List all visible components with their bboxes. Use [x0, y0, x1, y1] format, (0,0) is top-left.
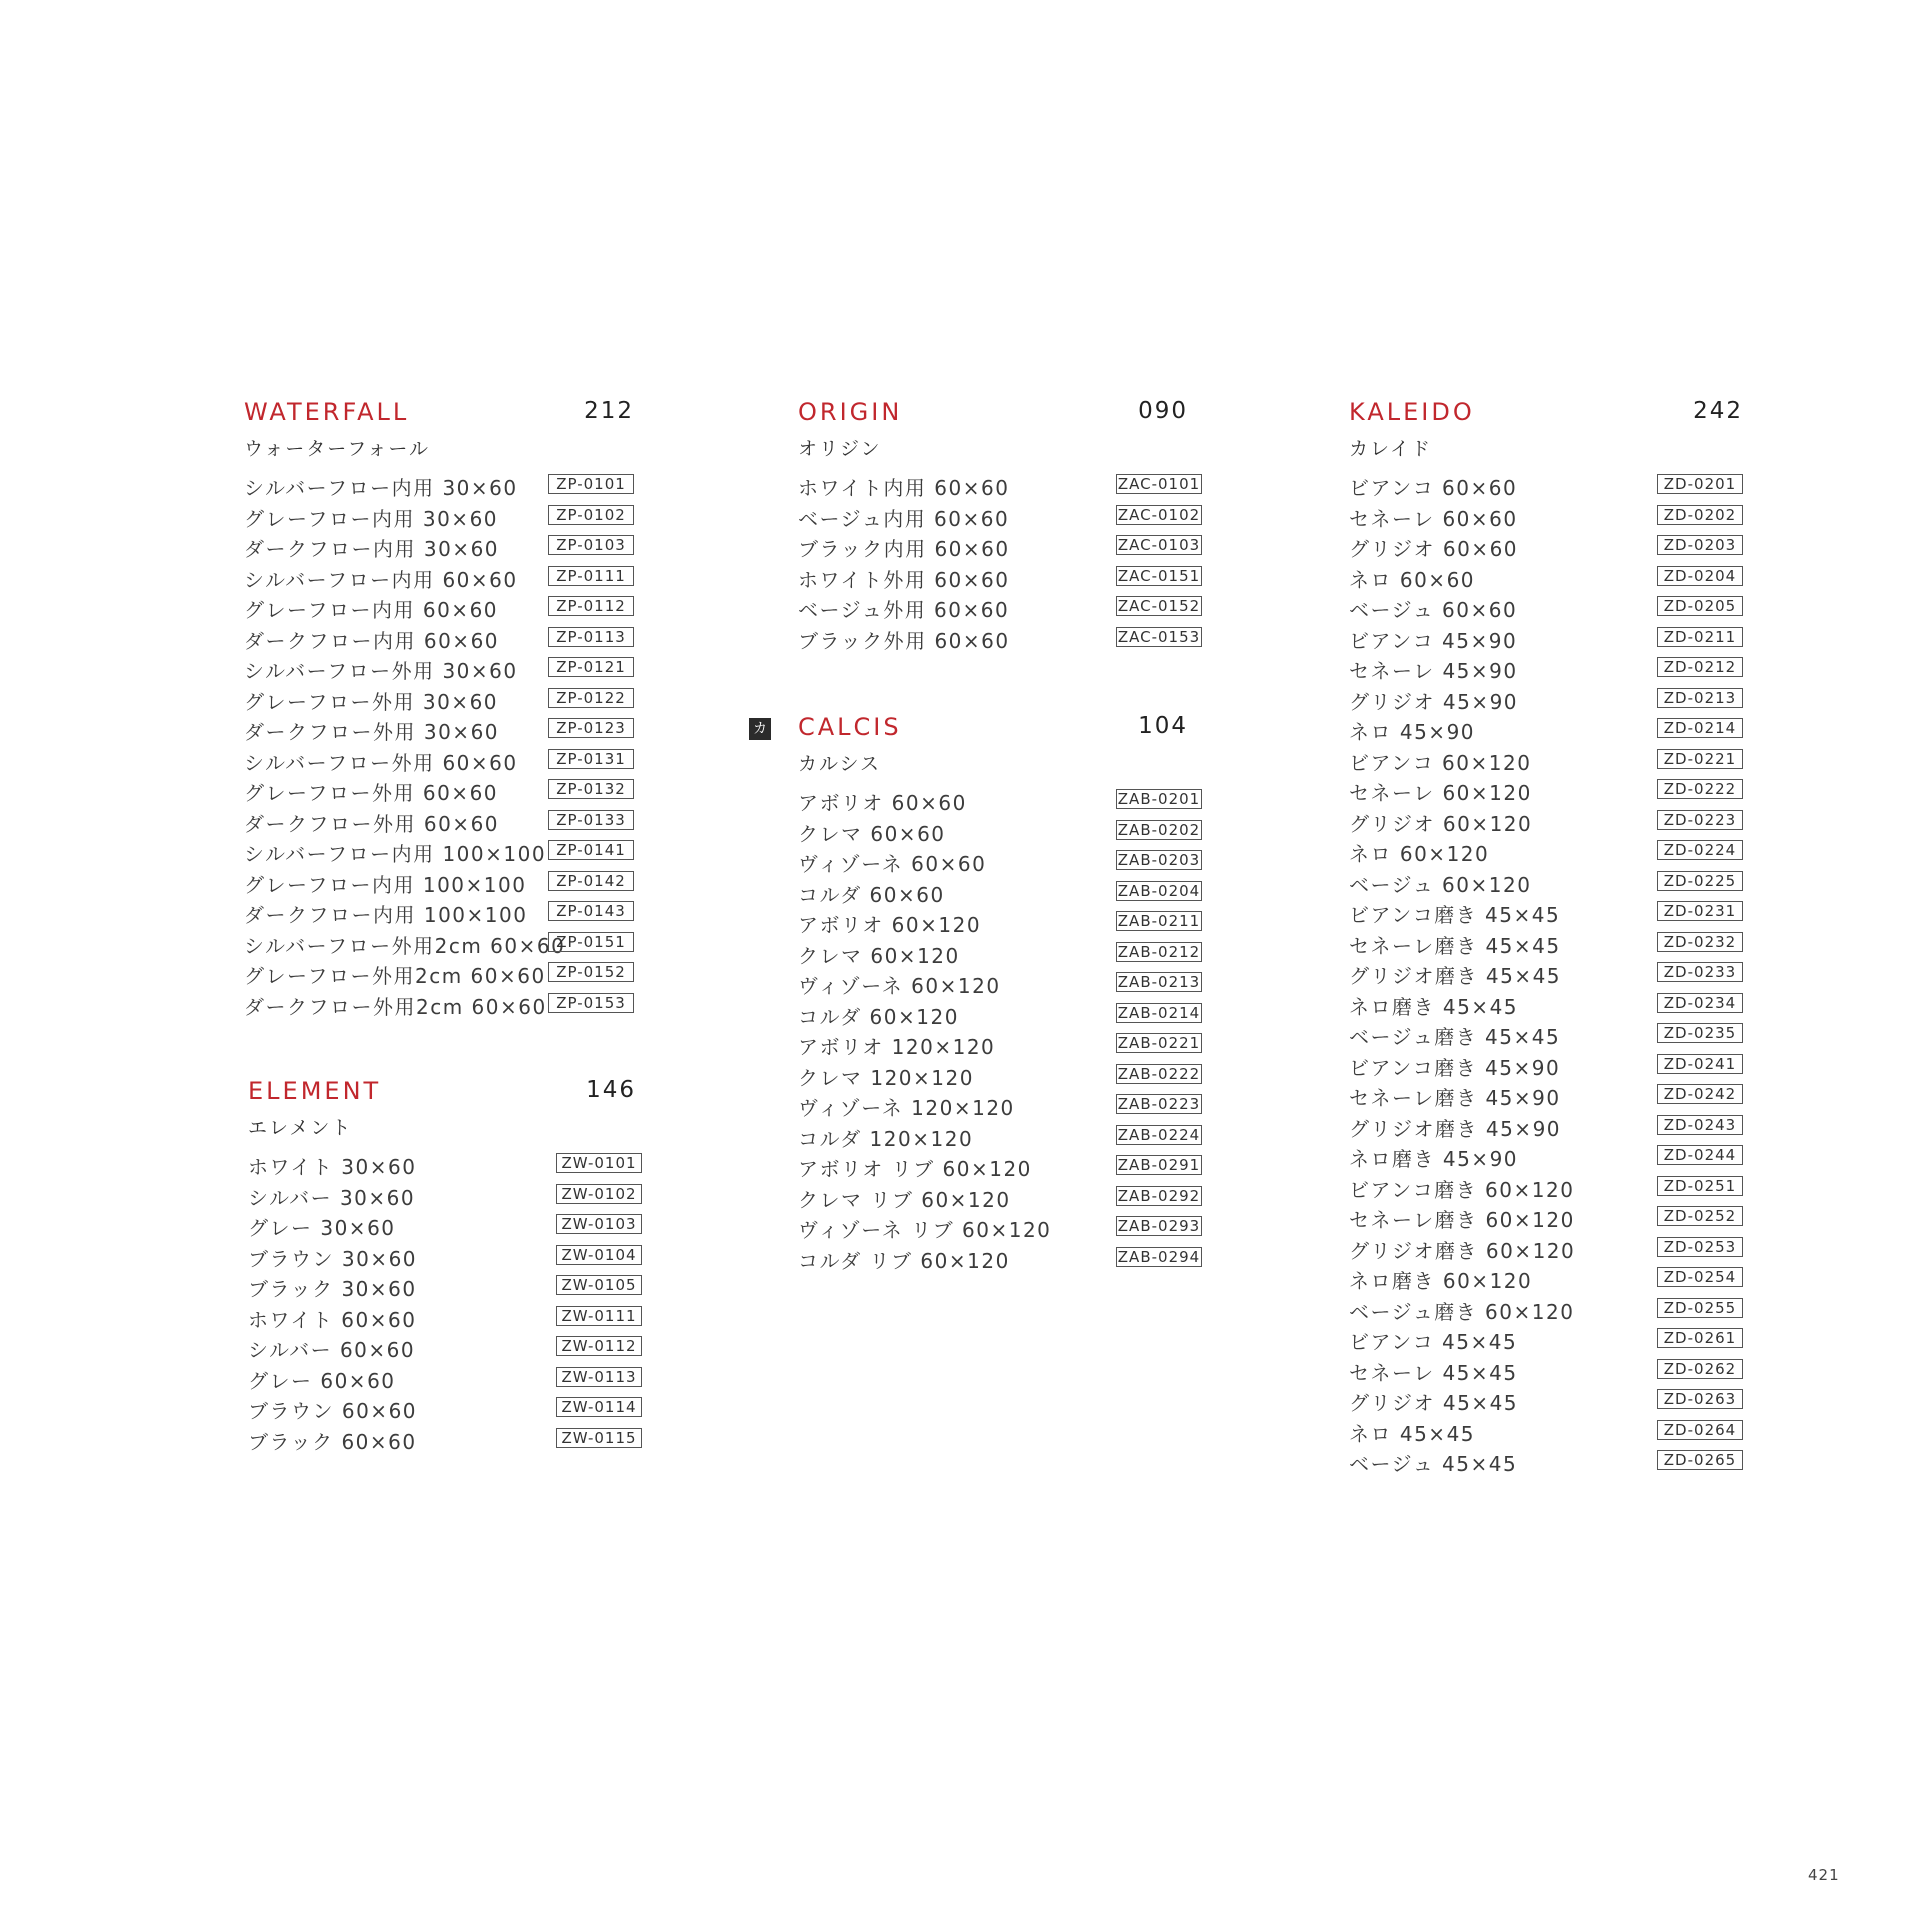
list-item	[244, 930, 634, 961]
list-item	[244, 808, 634, 839]
item-name: グリジオ 45×45	[1349, 1391, 1519, 1415]
item-code-badge: ZW-0114	[556, 1397, 642, 1417]
list-item	[1349, 808, 1743, 839]
list-item	[1349, 1052, 1743, 1083]
section-kana: オリジン	[798, 438, 882, 460]
list-item	[248, 1182, 642, 1213]
item-name: シルバーフロー内用 100×100	[244, 842, 547, 866]
item-name: グレー 60×60	[248, 1368, 396, 1393]
list-item	[244, 869, 634, 900]
item-name: グレー 30×60	[248, 1216, 396, 1240]
section-header	[798, 713, 1202, 745]
item-code-badge: ZD-0224	[1657, 840, 1743, 860]
item-name: ビアンコ 45×90	[1349, 628, 1518, 653]
item-name: ビアンコ磨き 45×45	[1349, 903, 1561, 927]
list-item	[244, 472, 634, 503]
item-name: アボリオ リブ 60×120	[798, 1157, 1032, 1181]
item-name: ビアンコ 45×45	[1349, 1330, 1518, 1354]
list-item	[248, 1273, 642, 1304]
list-item	[1349, 899, 1743, 930]
item-code-badge: ZAB-0292	[1117, 1186, 1201, 1205]
item-name: セネーレ磨き 45×45	[1349, 933, 1561, 958]
item-code-badge: ZAB-0224	[1117, 1125, 1201, 1144]
list-item	[1349, 1357, 1743, 1388]
list-item	[1349, 1235, 1743, 1266]
item-name: シルバー 60×60	[248, 1338, 416, 1362]
item-code-badge: ZP-0121	[548, 657, 634, 677]
item-code-badge: ZAB-0202	[1117, 820, 1201, 839]
list-item	[798, 1184, 1202, 1215]
item-name: ベージュ外用 60×60	[798, 598, 1010, 622]
item-name: ビアンコ磨き 45×90	[1349, 1055, 1561, 1080]
item-name: グレーフロー外用 30×60	[244, 689, 499, 714]
section-kana: カレイド	[1349, 438, 1433, 460]
section-title: KALEIDO	[1349, 398, 1475, 426]
item-list	[798, 472, 1202, 655]
list-item	[1349, 1387, 1743, 1418]
item-code-badge: ZD-0243	[1657, 1115, 1743, 1135]
item-code-badge: ZD-0221	[1657, 749, 1743, 769]
list-item	[1349, 777, 1743, 808]
item-name: クレマ リブ 60×120	[798, 1187, 1011, 1212]
item-code-badge: ZP-0113	[548, 627, 634, 647]
item-code-badge: ZW-0101	[556, 1153, 642, 1173]
section-header	[244, 398, 634, 430]
section-kana: カルシス	[798, 753, 881, 775]
item-code-badge: ZAC-0101	[1117, 475, 1201, 493]
item-code-badge: ZAC-0102	[1117, 505, 1201, 524]
item-name: ビアンコ磨き 60×120	[1349, 1177, 1575, 1202]
page-number: 421	[1808, 1866, 1840, 1884]
list-item	[248, 1304, 642, 1335]
item-name: クレマ 120×120	[798, 1065, 974, 1090]
section-kana: ウォーターフォール	[244, 438, 430, 460]
item-name: ネロ 45×90	[1349, 720, 1476, 744]
list-item	[244, 777, 634, 808]
item-code-badge: ZP-0132	[548, 779, 634, 799]
item-code-badge: ZD-0262	[1657, 1359, 1743, 1379]
list-item	[1349, 1174, 1743, 1205]
item-name: ネロ磨き 60×120	[1349, 1269, 1533, 1293]
item-code-badge: ZD-0253	[1657, 1237, 1743, 1257]
list-item	[1349, 1082, 1743, 1113]
item-name: シルバーフロー外用 60×60	[244, 750, 518, 775]
item-name: ホワイト 60×60	[248, 1307, 417, 1332]
item-code-badge: ZP-0131	[548, 749, 634, 769]
list-item	[248, 1243, 642, 1274]
item-code-badge: ZD-0222	[1657, 779, 1743, 799]
list-item	[1349, 625, 1743, 656]
list-item	[244, 838, 634, 869]
section-page-ref: 212	[584, 398, 634, 424]
item-name: ベージュ内用 60×60	[798, 506, 1010, 531]
list-item	[248, 1151, 642, 1182]
item-name: ネロ磨き 45×45	[1349, 994, 1519, 1019]
list-item	[798, 1001, 1202, 1032]
list-item	[1349, 1418, 1743, 1449]
item-code-badge: ZP-0151	[548, 932, 634, 952]
item-code-badge: ZP-0143	[548, 901, 634, 921]
item-code-badge: ZD-0225	[1657, 871, 1743, 891]
item-code-badge: ZD-0254	[1657, 1267, 1743, 1287]
list-item	[248, 1426, 642, 1457]
item-list	[1349, 472, 1743, 1479]
item-name: ベージュ 60×120	[1349, 872, 1532, 897]
item-name: グリジオ磨き 45×45	[1349, 964, 1562, 988]
item-code-badge: ZP-0103	[548, 535, 634, 555]
item-code-badge: ZW-0111	[556, 1306, 642, 1326]
item-name: グリジオ磨き 60×120	[1349, 1238, 1576, 1263]
list-item	[1349, 869, 1743, 900]
list-item	[1349, 533, 1743, 564]
item-name: ダークフロー外用 60×60	[244, 811, 500, 836]
item-code-badge: ZP-0142	[548, 871, 634, 891]
item-code-badge: ZD-0255	[1657, 1298, 1743, 1318]
item-name: グレーフロー内用 60×60	[244, 598, 499, 622]
item-name: ヴィゾーネ リブ 60×120	[798, 1218, 1052, 1242]
index-tab: カ	[749, 718, 771, 740]
item-code-badge: ZP-0141	[548, 840, 634, 860]
list-item	[798, 879, 1202, 910]
list-item	[798, 787, 1202, 818]
item-code-badge: ZAB-0291	[1117, 1156, 1201, 1174]
list-item	[244, 533, 634, 564]
item-code-badge: ZD-0265	[1657, 1450, 1743, 1470]
item-code-badge: ZP-0101	[548, 474, 634, 494]
list-item	[1349, 1265, 1743, 1296]
list-item	[244, 686, 634, 717]
list-item	[1349, 594, 1743, 625]
item-code-badge: ZD-0234	[1657, 993, 1743, 1013]
list-item	[798, 472, 1202, 503]
list-item	[798, 1062, 1202, 1093]
list-item	[798, 909, 1202, 940]
item-code-badge: ZD-0212	[1657, 657, 1743, 677]
item-name: ヴィゾーネ 60×60	[798, 852, 987, 876]
item-code-badge: ZAC-0103	[1117, 536, 1201, 554]
item-name: グレーフロー内用 100×100	[244, 872, 527, 897]
item-name: セネーレ 45×45	[1349, 1360, 1518, 1385]
item-code-badge: ZP-0133	[548, 810, 634, 830]
list-item	[1349, 686, 1743, 717]
list-item	[244, 625, 634, 656]
item-code-badge: ZD-0261	[1657, 1328, 1743, 1348]
list-item	[798, 970, 1202, 1001]
item-code-badge: ZP-0122	[548, 688, 634, 708]
item-name: コルダ 120×120	[798, 1126, 974, 1151]
item-code-badge: ZD-0214	[1657, 718, 1743, 738]
item-name: セネーレ磨き 45×90	[1349, 1086, 1561, 1110]
item-name: セネーレ磨き 60×120	[1349, 1208, 1575, 1232]
item-code-badge: ZAC-0151	[1117, 566, 1201, 585]
list-item	[1349, 564, 1743, 595]
item-code-badge: ZAB-0294	[1117, 1247, 1201, 1266]
list-item	[1349, 1143, 1743, 1174]
item-name: コルダ 60×120	[798, 1004, 959, 1029]
item-code-badge: ZW-0105	[556, 1275, 642, 1295]
list-item	[248, 1365, 642, 1396]
list-item	[244, 991, 634, 1022]
section-waterfall	[244, 398, 634, 1021]
list-item	[798, 1245, 1202, 1276]
item-list	[798, 787, 1202, 1275]
item-name: ベージュ 60×60	[1349, 598, 1518, 622]
section-title: ORIGIN	[798, 398, 903, 426]
item-name: シルバーフロー内用 60×60	[244, 567, 518, 592]
item-name: ヴィゾーネ 120×120	[798, 1096, 1015, 1120]
item-name: グリジオ 60×120	[1349, 811, 1533, 836]
item-code-badge: ZAB-0223	[1117, 1095, 1201, 1113]
item-code-badge: ZAB-0221	[1117, 1034, 1201, 1052]
list-item	[1349, 1296, 1743, 1327]
list-item	[798, 564, 1202, 595]
list-item	[798, 594, 1202, 625]
list-item	[1349, 838, 1743, 869]
item-name: ネロ 60×120	[1349, 842, 1490, 866]
list-item	[244, 655, 634, 686]
item-code-badge: ZAB-0222	[1117, 1064, 1201, 1083]
item-code-badge: ZD-0231	[1657, 901, 1743, 921]
section-page-ref: 104	[1138, 713, 1188, 739]
item-code-badge: ZD-0204	[1657, 566, 1743, 586]
section-title: WATERFALL	[244, 398, 410, 426]
item-name: ダークフロー外用2cm 60×60	[244, 994, 547, 1019]
item-name: ネロ 45×45	[1349, 1421, 1476, 1446]
list-item	[1349, 655, 1743, 686]
item-code-badge: ZAB-0204	[1117, 881, 1201, 900]
list-item	[1349, 716, 1743, 747]
item-code-badge: ZW-0103	[556, 1214, 642, 1234]
section-page-ref: 242	[1693, 398, 1743, 424]
item-name: ダークフロー外用 30×60	[244, 720, 500, 744]
list-item	[248, 1334, 642, 1365]
item-code-badge: ZP-0112	[548, 596, 634, 616]
section-kaleido	[1349, 398, 1743, 1479]
item-code-badge: ZAC-0153	[1117, 627, 1201, 646]
item-code-badge: ZD-0223	[1657, 810, 1743, 830]
item-name: ベージュ磨き 45×45	[1349, 1025, 1561, 1049]
item-code-badge: ZD-0235	[1657, 1023, 1743, 1043]
item-code-badge: ZP-0111	[548, 566, 634, 586]
item-name: コルダ リブ 60×120	[798, 1248, 1010, 1273]
item-name: アボリオ 120×120	[798, 1035, 996, 1059]
item-code-badge: ZD-0242	[1657, 1084, 1743, 1104]
item-name: ホワイト 30×60	[248, 1155, 417, 1179]
list-item	[798, 940, 1202, 971]
section-header	[798, 398, 1202, 430]
item-name: ビアンコ 60×120	[1349, 750, 1532, 775]
item-name: ベージュ磨き 60×120	[1349, 1299, 1575, 1324]
item-code-badge: ZP-0123	[548, 718, 634, 738]
item-name: ブラウン 30×60	[248, 1246, 418, 1271]
item-name: セネーレ 60×120	[1349, 781, 1532, 805]
list-item	[798, 503, 1202, 534]
item-code-badge: ZW-0115	[556, 1428, 642, 1448]
section-element	[248, 1077, 642, 1456]
item-name: ビアンコ 60×60	[1349, 476, 1518, 500]
item-name: コルダ 60×60	[798, 882, 945, 907]
section-page-ref: 146	[586, 1077, 636, 1103]
item-name: ダークフロー内用 100×100	[244, 903, 528, 927]
item-name: グリジオ 60×60	[1349, 537, 1519, 561]
list-item	[798, 1031, 1202, 1062]
item-code-badge: ZD-0264	[1657, 1420, 1743, 1440]
list-item	[798, 1123, 1202, 1154]
item-name: ダークフロー内用 60×60	[244, 628, 500, 653]
item-name: ブラック内用 60×60	[798, 537, 1010, 561]
item-code-badge: ZAB-0213	[1117, 973, 1201, 991]
item-name: ヴィゾーネ 60×120	[798, 974, 1001, 998]
list-item	[798, 1153, 1202, 1184]
item-name: グレーフロー内用 30×60	[244, 506, 499, 531]
item-name: グリジオ磨き 45×90	[1349, 1116, 1562, 1141]
list-item	[1349, 1204, 1743, 1235]
item-code-badge: ZAB-0211	[1117, 912, 1201, 930]
item-name: ブラウン 60×60	[248, 1399, 418, 1423]
item-code-badge: ZAB-0203	[1117, 851, 1201, 869]
list-item	[244, 564, 634, 595]
list-item	[798, 533, 1202, 564]
item-code-badge: ZD-0244	[1657, 1145, 1743, 1165]
list-item	[798, 818, 1202, 849]
item-name: クレマ 60×120	[798, 943, 960, 968]
item-list	[248, 1151, 642, 1456]
item-name: クレマ 60×60	[798, 821, 946, 846]
item-code-badge: ZD-0232	[1657, 932, 1743, 952]
item-code-badge: ZD-0241	[1657, 1054, 1743, 1074]
list-item	[1349, 503, 1743, 534]
item-code-badge: ZP-0153	[548, 993, 634, 1013]
item-name: シルバー 30×60	[248, 1185, 416, 1210]
list-item	[1349, 1021, 1743, 1052]
list-item	[1349, 472, 1743, 503]
item-code-badge: ZD-0263	[1657, 1389, 1743, 1409]
list-item	[1349, 960, 1743, 991]
item-code-badge: ZP-0152	[548, 962, 634, 982]
list-item	[1349, 991, 1743, 1022]
item-name: グレーフロー外用 60×60	[244, 781, 499, 805]
list-item	[798, 1214, 1202, 1245]
list-item	[1349, 747, 1743, 778]
item-code-badge: ZD-0202	[1657, 505, 1743, 525]
list-item	[798, 848, 1202, 879]
item-name: アボリオ 60×60	[798, 791, 967, 815]
item-name: アボリオ 60×120	[798, 913, 982, 937]
list-item	[244, 503, 634, 534]
item-name: ホワイト内用 60×60	[798, 476, 1010, 500]
item-code-badge: ZP-0102	[548, 505, 634, 525]
section-title: CALCIS	[798, 713, 902, 741]
section-origin	[798, 398, 1202, 655]
item-code-badge: ZD-0205	[1657, 596, 1743, 616]
section-kana: エレメント	[248, 1117, 353, 1139]
item-list	[244, 472, 634, 1021]
item-code-badge: ZD-0201	[1657, 474, 1743, 494]
list-item	[244, 899, 634, 930]
list-item	[1349, 930, 1743, 961]
item-code-badge: ZW-0102	[556, 1184, 642, 1204]
item-code-badge: ZAB-0214	[1117, 1003, 1201, 1022]
item-name: グレーフロー外用2cm 60×60	[244, 964, 546, 988]
item-code-badge: ZAB-0293	[1117, 1217, 1201, 1235]
item-name: セネーレ 60×60	[1349, 506, 1518, 531]
list-item	[248, 1395, 642, 1426]
item-name: シルバーフロー外用2cm 60×60	[244, 933, 566, 958]
section-calcis	[798, 713, 1202, 1275]
section-title: ELEMENT	[248, 1077, 382, 1105]
item-code-badge: ZD-0251	[1657, 1176, 1743, 1196]
item-name: ネロ磨き 45×90	[1349, 1147, 1519, 1171]
item-code-badge: ZAB-0201	[1117, 790, 1201, 808]
list-item	[798, 625, 1202, 656]
section-header	[248, 1077, 642, 1109]
list-item	[1349, 1448, 1743, 1479]
item-name: ブラック 60×60	[248, 1429, 417, 1454]
item-code-badge: ZD-0213	[1657, 688, 1743, 708]
item-name: ブラック 30×60	[248, 1277, 417, 1301]
item-code-badge: ZD-0233	[1657, 962, 1743, 982]
item-code-badge: ZAB-0212	[1117, 942, 1201, 961]
item-code-badge: ZW-0104	[556, 1245, 642, 1265]
list-item	[248, 1212, 642, 1243]
item-code-badge: ZD-0203	[1657, 535, 1743, 555]
list-item	[244, 594, 634, 625]
section-header	[1349, 398, 1743, 430]
item-name: ホワイト外用 60×60	[798, 567, 1010, 592]
list-item	[1349, 1113, 1743, 1144]
item-code-badge: ZD-0252	[1657, 1206, 1743, 1226]
list-item	[1349, 1326, 1743, 1357]
item-name: シルバーフロー外用 30×60	[244, 659, 518, 683]
list-item	[244, 716, 634, 747]
item-code-badge: ZAC-0152	[1117, 597, 1201, 615]
item-name: ブラック外用 60×60	[798, 628, 1010, 653]
item-name: グリジオ 45×90	[1349, 689, 1519, 714]
item-code-badge: ZW-0113	[556, 1367, 642, 1387]
item-name: セネーレ 45×90	[1349, 659, 1518, 683]
list-item	[244, 747, 634, 778]
section-page-ref: 090	[1138, 398, 1188, 424]
item-code-badge: ZD-0211	[1657, 627, 1743, 647]
item-code-badge: ZW-0112	[556, 1336, 642, 1356]
list-item	[798, 1092, 1202, 1123]
item-name: シルバーフロー内用 30×60	[244, 476, 518, 500]
list-item	[244, 960, 634, 991]
item-name: ダークフロー内用 30×60	[244, 537, 500, 561]
item-name: ベージュ 45×45	[1349, 1452, 1518, 1476]
item-name: ネロ 60×60	[1349, 567, 1476, 592]
